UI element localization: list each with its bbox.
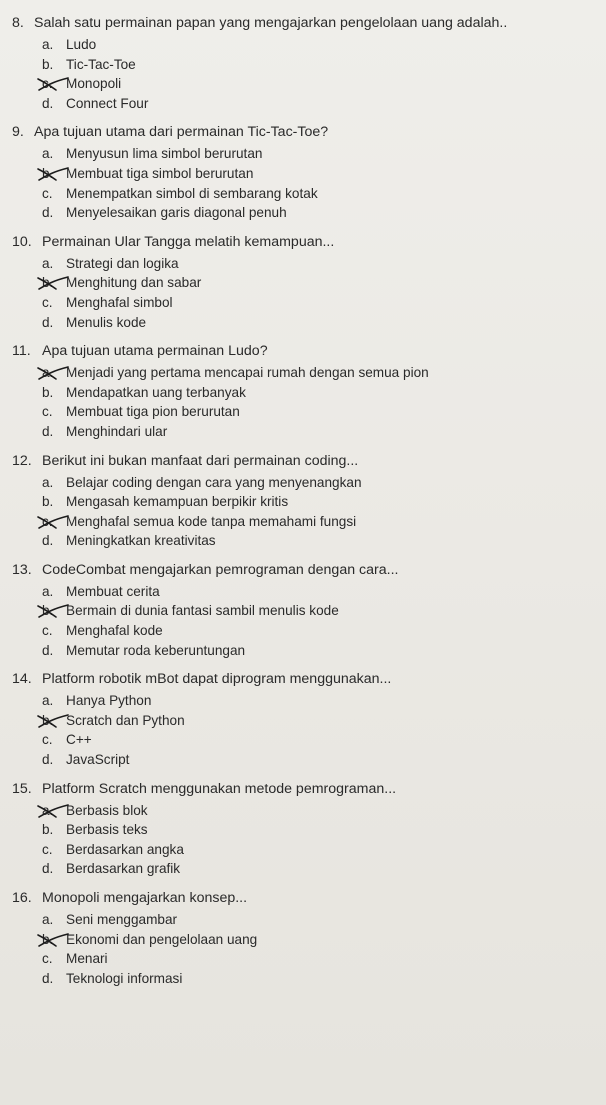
question-text: Platform Scratch menggunakan metode pemrograman... [42, 780, 397, 797]
option-text: Meningkatkan kreativitas [66, 533, 216, 549]
option-letter: d. [42, 314, 54, 330]
question-number: 12. [12, 452, 32, 469]
option-b[interactable] [12, 820, 602, 840]
question-number: 9. [12, 124, 24, 141]
question-number: 16. [12, 890, 32, 906]
option-a[interactable] [12, 582, 602, 602]
option-text: Berdasarkan grafik [66, 861, 181, 877]
option-text: Mengasah kemampuan berpikir kritis [66, 494, 289, 510]
question-text: Apa tujuan utama permainan Ludo? [42, 343, 268, 360]
option-a[interactable] [12, 254, 602, 274]
option-letter: b. [42, 712, 54, 728]
option-text: Menulis kode [66, 314, 147, 330]
option-text: Belajar coding dengan cara yang menyenangkan [66, 474, 362, 490]
option-letter: b. [42, 603, 54, 619]
option-c[interactable] [12, 840, 602, 860]
option-text: Scratch dan Python [66, 712, 185, 728]
option-text: Seni menggambar [66, 912, 178, 927]
option-b[interactable] [12, 273, 602, 293]
option-letter: a. [42, 693, 54, 709]
option-letter: a. [42, 583, 54, 599]
option-text: Menghafal kode [66, 623, 163, 639]
question-text: Salah satu permainan papan yang mengajarkan pengelolaan uang adalah.. [34, 15, 508, 31]
option-letter: a. [42, 255, 54, 271]
option-d[interactable] [12, 750, 602, 770]
option-text: Mendapatkan uang terbanyak [66, 384, 246, 400]
question-number: 13. [12, 561, 32, 578]
answer-options [12, 691, 602, 769]
option-c[interactable] [12, 512, 602, 532]
option-text: Menempatkan simbol di sembarang kotak [66, 185, 318, 201]
question-list [12, 14, 602, 998]
option-text: Strategi dan logika [66, 255, 179, 271]
question-number: 15. [12, 780, 32, 797]
question-text: Permainan Ular Tangga melatih kemampuan... [42, 233, 335, 250]
question-stem [12, 123, 602, 142]
option-text: Teknologi informasi [66, 970, 183, 986]
option-text: C++ [66, 732, 92, 748]
option-letter: c. [42, 951, 53, 967]
answer-options [12, 254, 602, 332]
option-d[interactable] [12, 859, 602, 879]
option-c[interactable] [12, 293, 602, 313]
option-a[interactable] [12, 35, 602, 55]
option-d[interactable] [12, 313, 602, 333]
option-text: Berbasis blok [66, 802, 148, 818]
option-text: Menghindari ular [66, 423, 168, 439]
option-letter: d. [42, 423, 54, 439]
option-d[interactable] [12, 531, 602, 551]
answer-options [12, 363, 602, 441]
option-text: Bermain di dunia fantasi sambil menulis kode [66, 603, 339, 619]
question-11 [12, 342, 602, 441]
option-letter: d. [42, 861, 54, 877]
option-letter: d. [42, 95, 54, 111]
option-text: Membuat tiga simbol berurutan [66, 165, 254, 181]
question-stem [12, 14, 602, 33]
option-c[interactable] [12, 402, 602, 422]
option-text: Memutar roda keberuntungan [66, 642, 246, 658]
question-16 [12, 889, 602, 988]
option-text: JavaScript [66, 752, 130, 768]
question-number: 14. [12, 671, 32, 688]
option-c[interactable] [12, 949, 602, 969]
option-letter: a. [42, 474, 54, 490]
option-letter: c. [42, 841, 53, 857]
question-text: Platform robotik mBot dapat diprogram menggunakan... [42, 671, 392, 688]
answer-options [12, 801, 602, 879]
option-a[interactable] [12, 691, 602, 711]
answer-options [12, 582, 602, 660]
question-9 [12, 123, 602, 222]
option-letter: d. [42, 533, 54, 549]
question-stem [12, 233, 602, 252]
option-b[interactable] [12, 930, 602, 950]
option-b[interactable] [12, 383, 602, 403]
option-letter: a. [42, 802, 54, 818]
option-text: Menyelesaikan garis diagonal penuh [66, 205, 287, 221]
question-14 [12, 670, 602, 769]
option-letter: d. [42, 642, 54, 658]
option-text: Connect Four [66, 95, 149, 111]
option-letter: c. [42, 185, 53, 201]
option-text: Hanya Python [66, 693, 152, 709]
option-letter: c. [42, 513, 53, 529]
option-letter: d. [42, 970, 54, 986]
option-d[interactable] [12, 422, 602, 442]
option-text: Membuat cerita [66, 583, 160, 599]
option-text: Menjadi yang pertama mencapai rumah dengan semua pion [66, 365, 429, 381]
question-15 [12, 780, 602, 879]
question-10 [12, 233, 602, 332]
question-stem [12, 342, 602, 361]
option-b[interactable] [12, 492, 602, 512]
option-d[interactable] [12, 94, 602, 114]
option-letter: c. [42, 732, 53, 748]
option-text: Ludo [66, 37, 97, 52]
option-letter: a. [42, 365, 54, 381]
option-letter: b. [42, 931, 54, 947]
question-text: Apa tujuan utama dari permainan Tic-Tac-Toe? [34, 124, 329, 141]
option-d[interactable] [12, 203, 602, 223]
option-a[interactable] [12, 910, 602, 930]
option-letter: a. [42, 37, 54, 52]
option-d[interactable] [12, 641, 602, 661]
option-text: Monopoli [66, 76, 122, 92]
answer-options [12, 910, 602, 988]
option-text: Membuat tiga pion berurutan [66, 404, 240, 420]
option-letter: b. [42, 275, 54, 291]
question-number: 10. [12, 233, 32, 250]
question-number: 8. [12, 15, 24, 31]
option-letter: a. [42, 146, 54, 162]
question-8 [12, 14, 602, 113]
answer-options [12, 473, 602, 551]
option-a[interactable] [12, 801, 602, 821]
option-text: Menghafal semua kode tanpa memahami fungsi [66, 513, 357, 529]
option-letter: d. [42, 752, 54, 768]
option-c[interactable] [12, 74, 602, 94]
option-text: Berbasis teks [66, 822, 148, 838]
option-b[interactable] [12, 164, 602, 184]
question-stem [12, 452, 602, 471]
option-letter: c. [42, 294, 53, 310]
answer-options [12, 144, 602, 222]
option-letter: d. [42, 205, 54, 221]
option-letter: b. [42, 494, 54, 510]
option-c[interactable] [12, 621, 602, 641]
question-12 [12, 452, 602, 551]
option-text: Menghafal simbol [66, 294, 173, 310]
option-b[interactable] [12, 601, 602, 621]
option-a[interactable] [12, 473, 602, 493]
question-13 [12, 561, 602, 660]
question-text: Monopoli mengajarkan konsep... [42, 890, 248, 906]
answer-options [12, 35, 602, 113]
question-stem [12, 780, 602, 799]
option-d[interactable] [12, 969, 602, 989]
option-text: Menyusun lima simbol berurutan [66, 146, 263, 162]
option-letter: b. [42, 56, 54, 72]
option-letter: b. [42, 165, 54, 181]
question-stem [12, 670, 602, 689]
option-letter: b. [42, 822, 54, 838]
option-a[interactable] [12, 144, 602, 164]
question-stem [12, 561, 602, 580]
option-letter: a. [42, 912, 54, 927]
option-letter: c. [42, 404, 53, 420]
option-letter: c. [42, 76, 53, 92]
option-text: Berdasarkan angka [66, 841, 184, 857]
option-text: Ekonomi dan pengelolaan uang [66, 931, 258, 947]
question-text: CodeCombat mengajarkan pemrograman dengan cara... [42, 561, 399, 578]
option-text: Tic-Tac-Toe [66, 56, 136, 72]
option-a[interactable] [12, 363, 602, 383]
question-text: Berikut ini bukan manfaat dari permainan coding... [42, 452, 359, 469]
option-text: Menghitung dan sabar [66, 275, 202, 291]
option-b[interactable] [12, 55, 602, 75]
option-letter: c. [42, 623, 53, 639]
option-b[interactable] [12, 711, 602, 731]
option-c[interactable] [12, 730, 602, 750]
option-text: Menari [66, 951, 108, 967]
option-letter: b. [42, 384, 54, 400]
option-c[interactable] [12, 184, 602, 204]
question-stem [12, 889, 602, 908]
question-number: 11. [12, 343, 31, 360]
